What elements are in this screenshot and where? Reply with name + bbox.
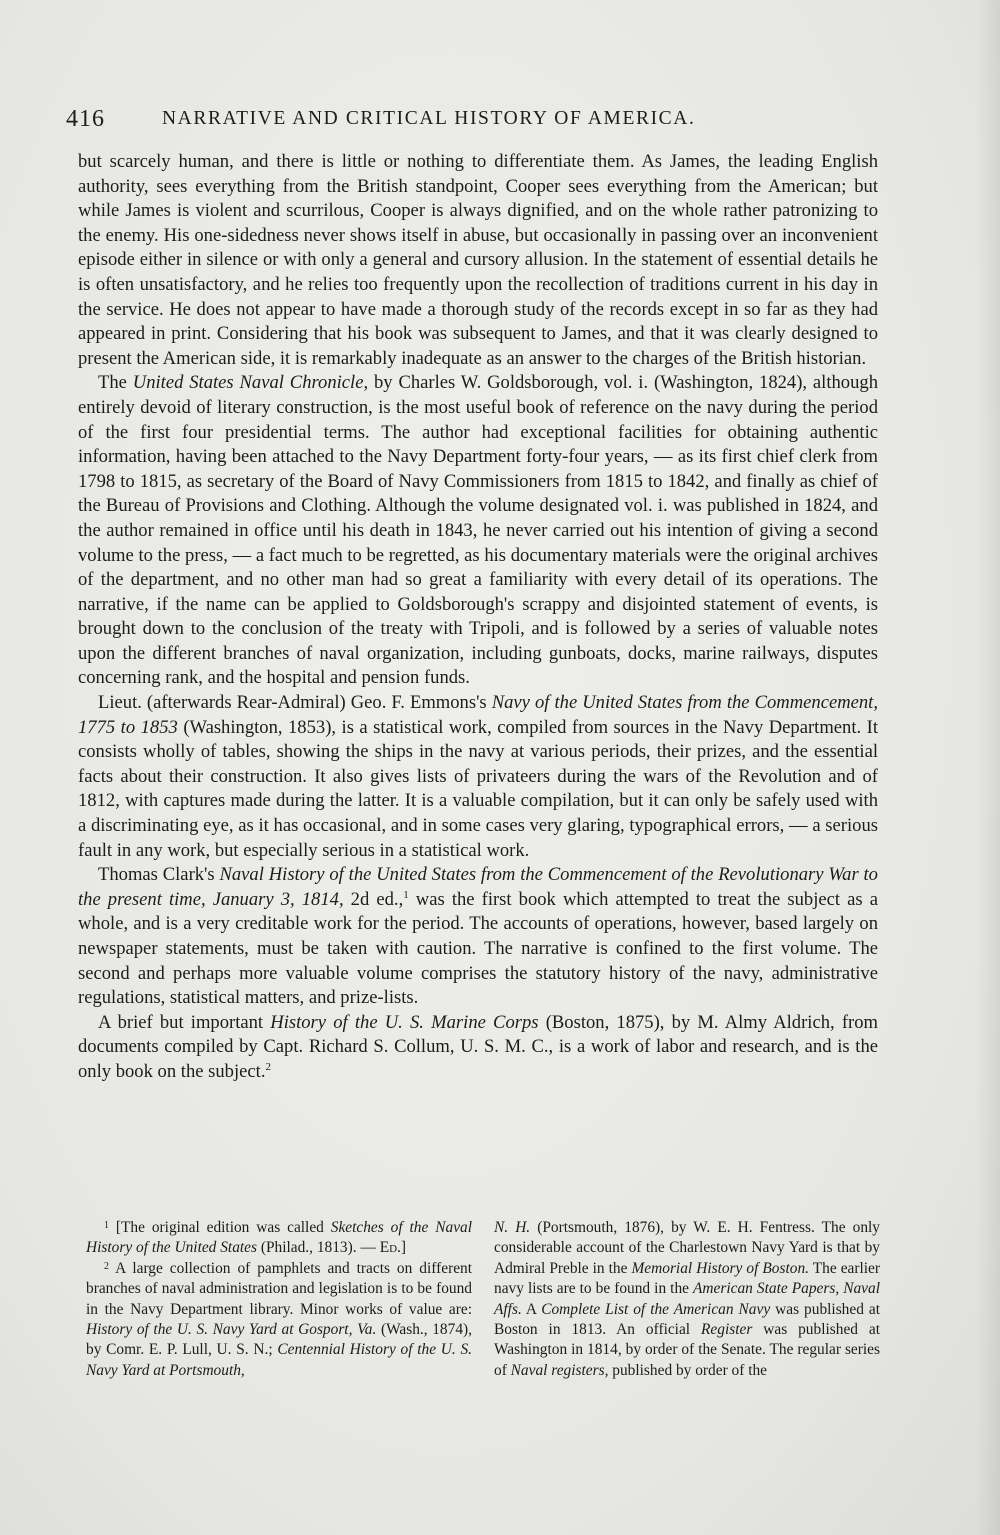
book-title: Complete List of the American Navy: [541, 1300, 771, 1318]
footnotes: [86, 1218, 880, 1381]
paragraph-clark: [78, 863, 878, 1011]
book-title: N. H.: [494, 1219, 531, 1236]
paragraph-goldsborough: [78, 371, 878, 691]
running-title: NARRATIVE AND CRITICAL HISTORY OF AMERICA.: [162, 108, 696, 129]
footnote-marker: 1: [104, 1220, 109, 1231]
footnote-text: A large collection of pamphlets and tracts on different branches of naval administration and legislation is to be found in the Navy Department library. Minor works of value are:: [86, 1259, 472, 1318]
paragraph-text: (Boston, 1875), by M. Almy Aldrich, from documents compiled by Capt. Richard S. Collum, U. S. M. C., is a work of labor and research, and is the only book on the subject.: [78, 1011, 878, 1082]
footnote-1: [86, 1218, 472, 1259]
book-title: History of the U. S. Marine Corps: [270, 1011, 539, 1033]
paragraph-text: was the first book which attempted to treat the subject as a whole, and is a very creditable work for the period. The accounts of operations, however, based largely on newspaper statements, must be taken with caution. The narrative is confined to the first volume. The second and perhaps more valuable volume comprises the statutory history of the navy, administrative regulations, statistical matters, and prize-lists.: [78, 888, 878, 1009]
editor-mark: Ed.]: [379, 1239, 407, 1257]
paragraph-text: Lieut. (afterwards Rear-Admiral) Geo. F. Emmons's: [98, 692, 492, 714]
paragraph-text: Thomas Clark's: [98, 864, 220, 886]
footnote-reference: 1: [403, 888, 409, 901]
footnote-2-continued: [494, 1218, 880, 1381]
footnote-text: (Portsmouth, 1876), by W. E. H. Fentress. The only considerable account of the Charlestown Navy Yard is that by Admiral Preble in the: [494, 1219, 880, 1277]
paragraph-text: by Charles W. Goldsborough, vol. i. (Washington, 1824), although entirely devoid of literary construction, is the most useful book of reference on the navy during the period of the first four presidential terms. The author had exceptional facilities for obtaining authentic information, having been attached to the Navy Department forty-four years, — as its first chief clerk from 1798 to 1815, as secretary of the Board of Navy Commissioners from 1815 to 1842, and finally as chief of the Bureau of Provisions and Clothing. Although the volume designated vol. i. was published in 1824, and the author remained in office until his death in 1843, he never carried out his intention of giving a second volume to the press, — a fact much to be regretted, as his documentary materials were the original archives of the department, and no other man had so great a familiarity with every detail of its operations. The narrative, if the name can be applied to Goldsborough's scrappy and disjointed statement of events, is brought down to the conclusion of the treaty with Tripoli, and is followed by a series of valuable notes upon the different branches of naval organization, including gunboats, docks, marine railways, disputes concerning rank, and the hospital and pension funds.: [78, 372, 878, 689]
footnote-text: A: [521, 1300, 542, 1318]
footnote-text: was published at Washington in 1814, by order of the Senate. The regular series of: [494, 1321, 881, 1379]
book-title: United States Naval Chronicle,: [132, 372, 369, 394]
body-text: [78, 150, 878, 1085]
book-title: Navy of the United States from the Commencement, 1775 to 1853: [78, 692, 878, 738]
paragraph-text: The: [98, 372, 133, 394]
footnote-2: [86, 1259, 472, 1381]
footnote-text: (Wash., 1874), by Comr. E. P. Lull, U. S. N.;: [86, 1321, 472, 1359]
footnote-reference: 2: [265, 1060, 271, 1073]
footnote-column-right: [494, 1218, 880, 1381]
paragraph-text: A brief but important: [98, 1011, 271, 1033]
book-title: Sketches of the Naval History of the United States: [86, 1219, 472, 1257]
footnote-text: published by order of the: [608, 1361, 768, 1379]
page-header: [66, 102, 786, 142]
paragraph-text: but scarcely human, and there is little or nothing to differentiate them. As James, the leading English authority, sees everything from the British standpoint, Cooper sees everything from the American; but while James is violent and scurrilous, Cooper is always dignified, and on the whole rather patronizing to the enemy. His one-sidedness never shows itself in abuse, but occasionally in passing over an inconvenient episode either in silence or with only a general and cursory allusion. In the statement of essential details he is often unsatisfactory, and he relies too frequently upon the recollection of traditions current in his day in the service. He does not appear to have made a thorough study of the records except in so far as they had appeared in print. Considering that his book was subsequent to James, and that it was clearly designed to present the American side, it is remarkably inadequate as an answer to the charges of the British historian.: [78, 151, 878, 369]
book-title: Memorial History of Boston.: [631, 1259, 809, 1277]
book-title: History of the U. S. Navy Yard at Gosport, Va.: [86, 1321, 377, 1339]
paragraph-text: (Washington, 1853), is a statistical work, compiled from sources in the Navy Department. It consists wholly of tables, showing the ships in the navy at various periods, their prizes, and the essential facts about their construction. It also gives lists of privateers during the wars of the Revolution and of 1812, with captures made during the latter. It is a valuable compilation, but it can only be safely used with a discriminating eye, as it has occasional, and in some cases very glaring, typographical errors, — a serious fault in any work, but especially serious in a statistical work.: [78, 716, 878, 861]
book-title: Register: [701, 1321, 753, 1339]
footnote-marker: 2: [104, 1260, 109, 1272]
footnote-text: The earlier navy lists are to be found in the: [494, 1259, 880, 1298]
paragraph-marine-corps: [78, 1011, 878, 1085]
book-title: Centennial History of the U. S. Navy Yard at Portsmouth,: [86, 1341, 473, 1379]
footnote-text: was published at Boston in 1813. An official: [494, 1300, 880, 1339]
paragraph-emmons: [78, 691, 878, 863]
paragraph-cooper: [78, 150, 878, 371]
paragraph-text: 2d ed.,: [343, 888, 404, 910]
page-number: 416: [66, 106, 105, 132]
book-title: Naval History of the United States from the Commencement of the Revolutionary War to the present time, January 3, 1814,: [78, 864, 878, 910]
book-title: American State Papers, Naval Affs.: [494, 1280, 880, 1318]
footnote-text: (Philad., 1813). —: [257, 1239, 380, 1257]
book-title: Naval registers,: [510, 1361, 609, 1379]
footnote-text: [The original edition was called: [109, 1219, 331, 1236]
page-gutter-shadow: [976, 0, 1000, 1535]
footnote-column-left: [86, 1218, 472, 1381]
